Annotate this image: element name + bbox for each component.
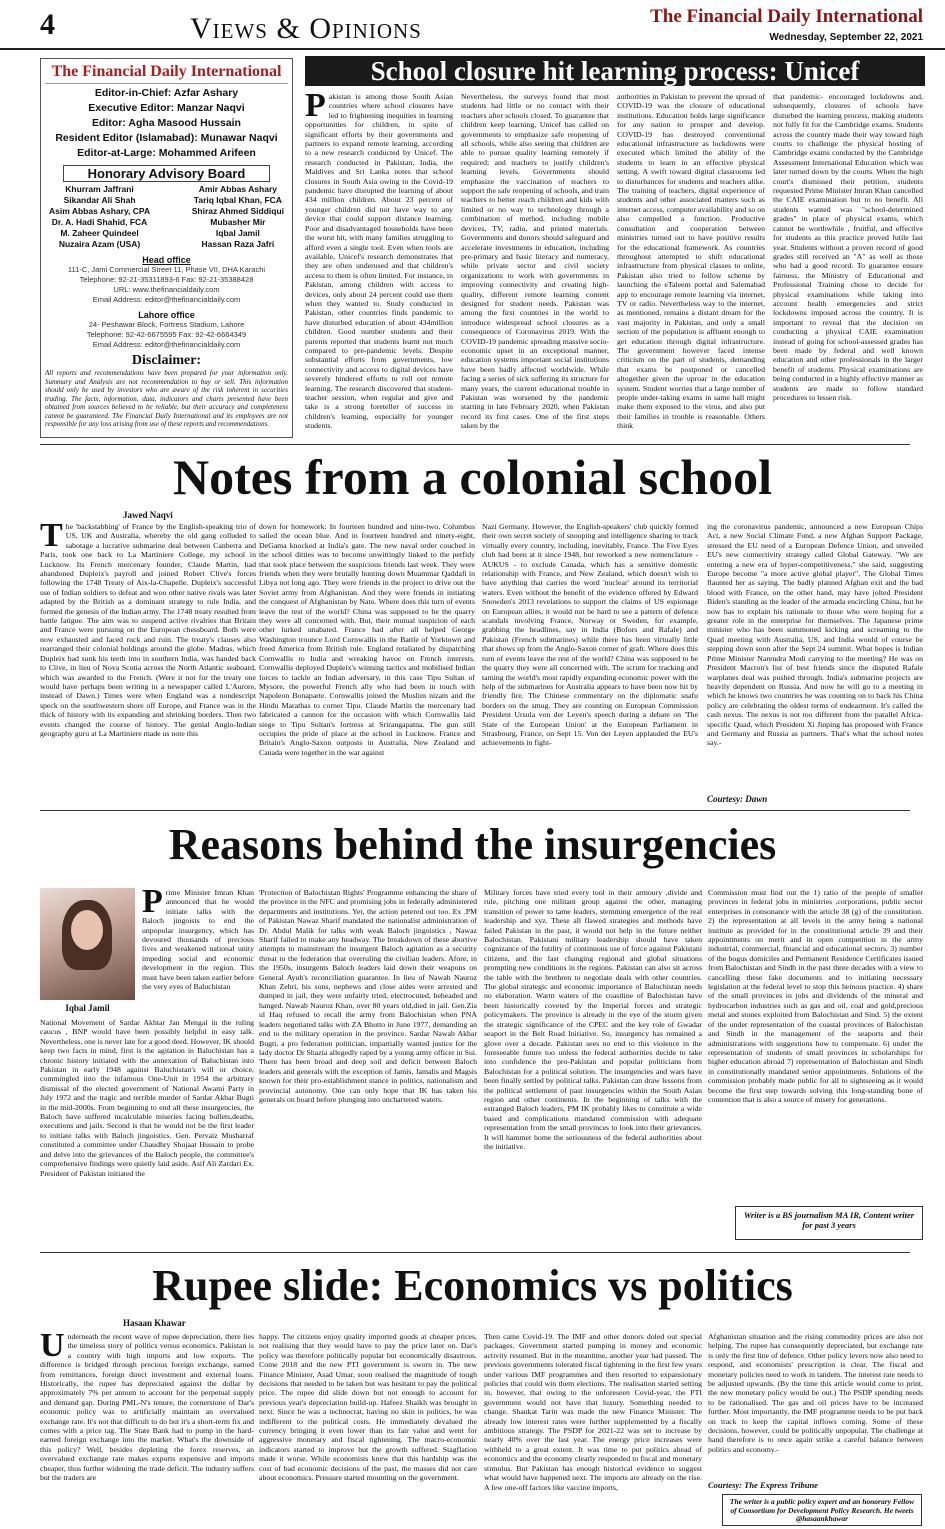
staff-line: Editor-in-Chief: Azfar Ashary: [94, 87, 239, 99]
staff-line: Editor-at-Large: Mohammed Arifeen: [77, 147, 256, 159]
article-column: Nazi Germany. However, the English-speakers' club quickly formed their own secret society of snooping and intelligence sharing to track virtually every country, including, inevitably, France. The Five Eyes club had been at it since 1948, but reworked a new nomenclature - AUKUS - to exclude Canada, which has a sensitive domestic relationship with France, and New Zealand, which doesn't wish to have anything that carries the word 'nuclear' around its territorial waters. Even without the benefit of the evidence offered by Edward Snowden's 2013 revelations to support the claims of US espionage on European allies, it would not be hard to see a pattern of defence scandals involving France, Norway or Sweden, for example, grabbing the headlines, say in India (Bofors and Rafale) and Pakistan (French submarines) while there has been virtually little that shows up from the Anglo-Saxon corner of graft. Where does this turn of events leave the rest of the world? China was supposed to be the quarry they were all concerned with. The scrum for tracking and taming the world's most rapidly expanding economic power with the help of the submarines for Australia appears to have been now hit by friendly fire. The Chinese commentary on the diplomatic snafu borders on the smug. They are counting on European Commission President Ursula von der Leyen's speech during a debate on 'The State of the European Union' at the European Parliament in Strasbourg, France, on Sept 15. Von der Leyen applauded the EU's achievements in fight-: [482, 522, 698, 748]
masthead-paper-name: The Financial Daily International: [45, 63, 288, 84]
board-member: Shiraz Ahmed Siddiqui: [191, 206, 284, 216]
board-member: Hassan Raza Jafri: [201, 239, 275, 249]
board-member: Mubasher Mir: [210, 217, 266, 227]
section-divider: [40, 1252, 910, 1253]
advisory-board: [45, 184, 288, 250]
article-column: Commission must find out the 1) ratio of the people of smaller provinces in federal jobs in ministries ,corporations, public sector enterprises in consonance with the article 38 (g) of the constitution. 2) the representation at all levels in the army being a national institute as provided for in the constitutional article 39 and their appointments on merit and in open competition in the army industrial, commercial, financial and educational sectors. 3) number of the bogus domiciles and Permanent Residence Certificates issued from Balochistan and Sindh in the past three decades with a view to cancelling these fake documents and to initiating necessary legislation at the federal level to stop this heinous practice. 4) share of the small provinces in jobs and dividends of the mineral and hydrocarbon industries such as gas and oil, coal and gold,precious metal and stones exploited from Balochistan and Sind. 5) the extent of the under representation of the coastal provinces of Balochistan and Sindh in the management of the seaports and their administrations with suggestions how to compensate. 6) under the representation of students of small provinces in scholarships for higher education abroad 7) representation of Balochistan and Sindh in constitutionally mandated senior appointments. Solutions of the commission probably made public for all to sightseeing as it would become the first step towards solving this long-standing bone of contention that is also a source of misery for generations.: [708, 888, 923, 1104]
address-line: 111-C, Jami Commercial Street 11, Phase VII, DHA Karachi: [67, 265, 266, 274]
address-line: Telephone: 92-21-35311893-6 Fax: 92-21-35388428: [79, 275, 254, 284]
article-column: that pandemic- encouraged lockdowns and, subsequently, closures of schools have disturbed the learning process, making students not fully fit for the Cambridge exams. Students across the country made their way toward high courts to challenge the physical hosting of Cambridge exams conducted by the Cambridge Assessment International Education which was later turned down by the courts. When the high court's dismissed their petition, students requested Prime Minister Imran Khan cancelled the CAIE examination but to no benefit. All students wanted was "school-determined grades" in place of physical exams, which cannot be worthwhile , fruitful, and effective for students as this practice proved futile last year. Students without a proven record of good grades still received an "A" as well as those who had a good record. To guarantee ensure fairness, the Ministry of Educational and Professional Training chose to decide for physical examinations while taking into account health emergencies and strict lockdowns imposed across the country. It is important to reveal that the decision on conducting a physical CAIE examination instead of going for school-assessed grades has been made by federal and well known education and other professionals in the larger benefit of students. Physical examinations are being conducted in a highly effective manner as students are made to follow standard procedures to lessen risk.: [773, 92, 923, 402]
staff-line: Editor: Agha Masood Hussain: [92, 117, 241, 129]
address-line: Telephone: 92-42-6675595 Fax: 92-42-6664349: [86, 330, 247, 339]
article-column: down for homework: In fourteen hundred and nine-two, Columbus sailed the ocean blue. And in fourteen hundred and ninety-eight, DeGama knocked at India's gate. The new naval order couched in the school ditties was to become unwittingly linked to the perfidy that took place between the suspicious friends last week. They were friends when they were brutally hunting down Muammar Qaddafi in Libya not long ago. They were friends in the project to drive out the Soviet army from Afghanistan. And they were friends in initiating the conquest of Afghanistan by Nato. Where does this turn of events leave the rest of the world? China was supposed to be the quarry they were all concerned with. But, their mutual suspicion of each other lurked unabated. France had after all helped George Washington trounce Lord Cornwallis in the Battle of Yorktown and freed America from British rule. England retaliated by dispatching Cornwallis to India and wreaking havoc on French interests. Cornwallis deployed Dupleix's winning tactics and mobilised Indian forces to tackle an Indian adversary, in this case Tipu Sultan of Mysore, the powerful French ally who had been in touch with Napoleon Bonaparte. Cornwallis joined the Muslim nizam and the Hindu Marathas to corner Tipu. Claude Martin the mercenary had fabricated a cannon for the occasion with which Cornwallis laid siege to Tipu Sultan's fortress at Srirangapatna. The gun still occupies the pride of place at the school in Lucknow. France and Britain's Anglo-Saxon outposts in Australia, New Zealand and Canada were together in the war against: [259, 522, 475, 757]
board-member: Tariq Iqbal Khan, FCA: [193, 195, 282, 205]
courtesy-note: Courtesy: Dawn: [707, 794, 768, 804]
article-column: [40, 1332, 254, 1524]
article-column: Military forces have tried every tool in their armoury ,divide and rule, pitching one militant group against the other, managing transition of power to tame leaders, stemming emergence of the real leadership and xyz. These all flawed strategies and methods have failed Pakistan in the past, it would not help in the future neither Balochistan. Pakistani military leadership should have taken cognizance of the futility of continuous use of force against Pakistani citizens, and the fast changing regional and global situations prompting new conditions in the regions. Pakistan can also sit across the table with the brethren to negotiate deals with other countries. The global strategic and economic importance of Balochistan needs no elaboration. Warm waters of the coastline of Balochistan have been historically coveted by the Imperial forces and strategic policymakers. The province is already in the eye of the storm given the strategic significance of the CPEC and the key role of Gwadar seaport in the Belt Road Initiative. So, insurgency has remained a glove over a decade. Pakistan sees no end to this violence in the foreseeable future too unless the federal authorities decide to take into confidence the pro-Pakistan and popular politicians from Balochistan for a political solution. The insurgencies and wars have been finally settled by political talks. Pakistan can draw lessons from the political settlement of past insurgencies within the South Asian region and other continents. In the beginning of talks with the estranged Baloch leaders, PM IK probably likes to constitute a wide based and complications mandated commission with adequate representation from the small provinces to look into their grievances. It will hammer home the seriousness of the federal authorities about the initiative.: [484, 888, 702, 1151]
author-note: The writer is a public policy expert and an honorary Fellow of Consortium for Development Policy Research. He tweets @hasaankhawar: [722, 1494, 922, 1526]
article-column: Afghanistan situation and the rising commodity prices are also not helping. The rupee has consequently depreciated, but exchange rate is only the first line of defence. Other policy levers now also need to respond, and economists' prescription is clear. The fiscal and monetary policies need to work in tandem. The interest rate needs to be adjusted upwards. (By the time this article would come to print, the new monetary policy would be out.) The PSDP spending needs to be rationalised. The gas and oil prices have to be increased further. Most importantly, the IMF programme needs to be put back on track to keep the capital inflows coming. Some of these decisions, however, could be politically unpopular. The challenge at hand therefore is to once again strike a careful balance between politics and economy.-: [708, 1332, 923, 1454]
board-member: M. Zaheer Quindeel: [60, 228, 139, 238]
board-left-column: [49, 184, 150, 250]
board-member: Sikandar Ali Shah: [63, 195, 136, 205]
website-link[interactable]: URL: www.thefinancialdaily.com: [113, 285, 220, 294]
disclaimer-title: Disclaimer:: [131, 353, 202, 368]
section-divider: [40, 810, 910, 811]
photo-caption: Iqbal Jamil: [65, 1003, 110, 1013]
column-text: he 'backstabbing' of France by the English-speaking trio of US, UK and Australia, whereby the old gang colluded to sabotage a lucrative submarine deal between Canberra and Paris, took one back to La Martiniere College, my school in Lucknow. Its French mercenary founder, Claude Martin, had abandoned Dupleix's payroll and joined Robert Clive's forces following the 1748 Treaty of Aix-la-Chapelle. Dupleix's successful use of Indian soldiers to defeat and woo other native rivals was later adapted by the British as a dominant strategy to rule India, and formed the genesis of the Indian army. The 1748 treaty resulted from battle fatigue. The aim was to suspend active rivalries that Britain and France were pursuing on the European chessboard. Both were now exhausted and faced ruck and ruin. The treaty's clauses also rearranged their colonial holdings around the globe. Madras, which Dupleix had sunk his teeth into in southern India, was handed back to Clive, in lieu of Nova Scotia across the North Atlantic seaboard, which was awarded to the French. (Were it not for the treaty one would have perhaps been writing in a newspaper called L'Aurore, instead of Dawn.) Times were when England was a nondescript speck on the southwestern shore off Europe, and France was in the thick of history with its expanding and shrinking borders. Then two events changed the course of history. The genial Anglo-Indian geography guru at La Martiniere made us note this: [40, 522, 256, 738]
article-column: [40, 522, 256, 804]
head-office-address: [45, 265, 288, 305]
board-member: Amir Abbas Ashary: [198, 184, 277, 194]
article-column: Then came Covid-19. The IMF and other donors doled out special packages. Government started pumping in money and economic activity resumed. But in the meantime, another year had passed. The previous governments tolerated fiscal tightening in the first few years under various IMF programmes and then resorted to expansionary policies that could win them elections. The realisation started setting in, however, that owing to the unforeseen Covid-year, the PTI government would not have that luxury. Something needed to change. Shaukat Tarin was made the new Finance Minister. The already low interest rates were further supplemented by a fiscally ambitious strategy. The PSDP for 2021-22 was set to increase by nearly 40% over the last year. The energy price increases were withheld to a great extent. It was time to put politics ahead of economics and the economy clearly responded to fiscal and monetary stimulus. But Pakistan has enough historical evidence to suggest what would have happened next. The imports are already on the rise. A few one-off factors like vaccine imports,: [484, 1332, 702, 1492]
section-divider: [40, 444, 910, 445]
byline: Hasaan Khawar: [123, 1318, 186, 1328]
article-column: ing the coronavirus pandemic, announced a new European Chips Act, a new Social Climate Fund, a new Afghan Support Package, stressed the EU need of a European Defence Union, and unveiled EU's new connectivity strategy called Global Gateway. "We are entering a new era of hyper-competitiveness," she said, suggesting Europe become "a more active global player", The Global Times flaunted her as saying. The badly planned Afghan exit and the bad blood with France, on the other hand, may have jolted President Biden's standing as the leader of the armada encircling China, but he now has to explain his rationale to those who were hoping for a greater role in the enterprise for themselves. The Japanese prime minister who has been summoned kicking and screaming to the Quad meeting with Australia, US, and India would of course be stepping down soon after the Sept 24 summit. What hopes is Indian Prime Minister Narendra Modi carrying to the meeting? He was on President Macron's list of best friends since the disputed Rafale warplanes deal was pushed through. India's submarine projects are heavily dependent on Russia. And now he will go to a meeting in which he knows two countries he was counting on to back his China policy are celebrating the oldest terms of endearment. It's called the cash nexus. The nexus is not too different from the parallel Africa-specific Quad, which President Xi Jinping has proposed with France and Germany and Russia as partners. That's what the school notes say.-: [707, 522, 923, 748]
drop-cap: U: [40, 1332, 65, 1364]
article-headline-insurgencies: Reasons behind the insurgencies: [168, 820, 777, 869]
courtesy-note: Courtesy: The Express Tribune: [708, 1480, 818, 1490]
board-member: Iqbal Jamil: [215, 228, 260, 238]
author-note: Writer is a BS journalism MA IR, Content writer for past 3 years: [735, 1206, 923, 1240]
article-headline-unicef: School closure hit learning process: Unicef: [305, 56, 925, 86]
author-photo-face: [71, 910, 103, 950]
drop-cap: P: [305, 92, 326, 124]
page-number: 4: [40, 8, 55, 41]
board-member: Asim Abbas Ashary, CPA: [49, 206, 151, 216]
article-column: Nevertheless, the surveys found that most students had little or no contact with their teachers after schools closed. To guarantee that children keep learning, Unicef has called on governments to emphasize safe reopening of all schools, while also seeing that children are able to pursue quality learning remotely if required; and teachers to justify children's learning levels. Governments should emphasize the vaccination of teachers to support the safe reopening of schools, and train teachers to better reach children and kids with limited or no way to technology through a combination of method, including mobile devices, TV, radio, and printed materials. Governments and donors should safeguard and accelerate investments in education, including pre-primary and basic literacy and numeracy, while private sector and civil society organizations to work with governments in improving connectivity and creating high-quality, different remote learning content designed for student needs. Pakistan was among the first countries in the world to introduce widespread school closures as a consequence of Coronavirus 2019. With the COVID-19 pandemic spreading massive socio-economic upset in an exceptional manner, education systems important social institutions have been badly affected worldwide. While facing a series of sick suffering its structure for many years, the current educational trouble in Pakistan was worsened by the pandemic starting in late February 2020, when Pakistan record its first cases. One of the first steps taken by the: [461, 92, 609, 431]
board-member: Nuzaira Azam (USA): [58, 239, 141, 249]
board-member: Dr. A. Hadi Shahid, FCA: [51, 217, 148, 227]
article-headline-rupee: Rupee slide: Economics vs politics: [152, 1261, 793, 1310]
board-member: Khurram Jaffrani: [65, 184, 134, 194]
column-text: nderneath the recent wave of rupee depreciation, there lies the timeless story of politics versus economics. Pakistan is a country with high imports and low exports. The difference is bridged through precious foreign exchange, earned from remittances, foreign direct investment and external loans. Historically, the rupee has depreciated against the dollar by approximately 7% per annum to account for the perpetual supply and demand gap. During PML-N's tenure, the cornerstone of Dar's economic policy was to artificially maintain an overvalued exchange rate. It's not that difficult to do but it's a short-term fix and comes with a price tag. The State Bank had to pump in the hard-earned foreign exchange into the market. What's the downside of this policy? Well, besides depleting the forex reserves, an overvalued exchange rate makes exports expensive and imports cheaper, thus further widening the trade deficit. The industry suffers but the traders are: [40, 1332, 254, 1483]
board-right-column: [192, 184, 284, 250]
masthead-box: [40, 58, 293, 438]
article-column: 'Protection of Balochistan Rights' Programme enhancing the share of the province in the NFC and promising jobs in federally administered departments and institutions. Yet, the action petered out too. Ex .PM of Pakistan Nawaz Sharif mandated the nationalist administration of Dr. Abdul Malik for talks with weak Baloch jingoistics , Nawaz Sharif failed to make any headway. The breakdown of these abortive attempts to mainstream the insurgent Baloch agitation as a security threat to the federation that overruling the civilian leaders. Afore, in the 1950s, insurgents Baloch leaders laid down their weapons on General Ayub's reconciliation guarantee. In lieu of Nawab Nauroz Khan Zehri, his sons, nephews and close aides were arrested and dumped in jail, they were unfairly tried, electrocuted, beheaded and hanged. Nawab Nauroz Khan, over 80 years old,died in jail. Gen.Zia ul Haq refused to recall the army from Balochistan when PNA leaders negotiated talks with ZA Bhutto in June 1977, demanding an end to the military operation in the province. Sardar Nawab Akbar Bugti, a pro federation politician, impartially wanted justice for the lady doctor Dr Shazia allegedly raped by a young army officer in Sui. There has been broad and deep soil and deficit between Baloch leaders and generals with the exception of Jamis, Jamalis and Magsis known for their pro-establishment stance in politics, nationalism and provincial autonomy. One can only hope that IK has taken his generals on board before plunging into unchartered waters.: [259, 888, 477, 1104]
newspaper-name: The Financial Daily International: [650, 6, 923, 27]
disclaimer-text: All reports and recommendations have been prepared for your information only. Summary and Analysis are not recommendation to buy or sell. This information should only be used by investors who are aware of the risk inherent in securities trading. The facts, information, data, indicators and charts presented have been obtained from sources believed to be reliable, but their accuracy and completeness cannot be guaranteed. The Financial Daily International and its employees are not responsible for any loss arising from use of these reports and recommendations.: [45, 369, 288, 428]
author-photo: [40, 888, 135, 1000]
staff-line: Executive Editor: Manzar Naqvi: [88, 102, 245, 114]
page-header: [0, 0, 945, 50]
article-column: happy. The citizens enjoy quality imported goods at cheaper prices, not realising that they would have to pay the price later on. Dar's policy was therefore politically popular but economically disastrous. Come 2018 and the new PTI government is sworn in. The new Finance Minister, Asad Umar, soon realised the magnitude of tough decisions that needed to be taken but was hesitant to pay the political price. The rupee did slide down but not enough to account for previous year's depreciation build-up. Hafeez Shaikh was brought in next. Since he was a technocrat, having no skin in politics, he was indifferent to the political costs. He immediately devalued the currency bringing it even lower than its fair value and went for aggressive monetary and fiscal tightening. The macro-economic indicators started to improve but the growth suffered. Stagflation made it worse. While economists knew that this hardship was the cost of bad economic decisions of the past, the masses did not care about economics. Pressure started mounting on the government.: [259, 1332, 477, 1483]
column-text: akistan is among those South Asian countries where school closures have led to frightening inequities in learning opportunities for children, in spite of significant efforts by their governments and partners to expand remote learning, according to a new research conducted by Unicef. The research conducted in Pakistan, India, the Maldives and Sri Lanka notes that school closures in South Asia owing to the Covid-19 pandemic have disrupted the learning of about 434 million children. About 23 percent of younger children did not have way to any device that could support distance learning. Poor and disadvantaged households have been the worst hit, with many families struggling to afford even a single tool. Even when tools are available, Unicef's research demonstrates that they are often underused and that children's access to them is often limited. For instance, in Pakistan, among children with access to devices, only about 24 percent could use them when they wanted to. Study conducted in Pakistan, other countries finds pandemic to have disturbed education of about 434million children. Good number students and their parents reported that students learnt not much compared to pre-pandemic levels. Despite substantial efforts from governments, low connectivity and access to digital devices have severely hindered efforts to roll out remote learning. The research discovered that student-teacher session, when regular and give and take is a strong foreteller of success in children's learning, especially for younger students.: [305, 92, 453, 431]
section-title: Views & Opinions: [190, 12, 422, 45]
article-column: authorities in Pakistan to prevent the spread of COVID-19 was the closure of educational institutions. Education holds large significance for any nation to prosper and develop. COVID-19 has destroyed conventional educational infrastructure as lockdowns were executed which limited the ability of the students to learn in an effective physical setting. A swift toward digital classrooms led to disturbances for students and teachers alike. The training of teachers, digital experience of students and other associated matters such as internet access, computer availability and so on also compelled a function. Productive consultation and cooperation between ministries turned out to have positive results for the educational framework. As countries throughout attempted to shift educational infrastructure from physical classes to online, Pakistan also tried to follow scheme by launching the eTaleem portal and Salemabad app to encourage remote learning via internet, TV or radio. Nevertheless way to the internet, as mentioned, remains a distant dream for the vast majority in Pakistan, and only a small section of the population is affluent enough to get education through digital infrastructure. The government however faced intense criticism on the part of students, demanding that exams be postponed or cancelled altogether given the uproar in the education system. Student worries that a large number of people under-taking exams in same hall might make them exposed to the virus, and also put their families in trouble is reasonable. Others think: [617, 92, 765, 431]
lahore-office-title: Lahore office: [138, 310, 195, 320]
article-headline-colonial: Notes from a colonial school: [172, 449, 773, 505]
drop-cap: T: [40, 522, 63, 554]
advisory-board-title: Honorary Advisory Board: [63, 165, 270, 182]
staff-line: Resident Editor (Islamabad): Munawar Naqvi: [55, 132, 278, 144]
issue-date: Wednesday, September 22, 2021: [769, 32, 923, 43]
email-link[interactable]: Email Address: editor@thefinancialdaily.com: [92, 340, 241, 349]
article-column: National Movement of Sardar Akhtar Jan Mengal in the ruling caucus , BNP would have been possibly helpful in easy talk. Nevertheless, one is never late for a good deed. However, IK should keep two facts in mind, first is the agitation in Baluchistan has a chronic history initiated with the annexation of Baluchistan into Pakistan in early 1948 against Baluchistan's will or choice, commingled into the infamous One-Unit in 1954 the arbitrary dismissal of the elected government of National Awami Party in July 1972 and the tragic and terrible murder of Sardar Akbar Bugti in the mid-2000s. From beginning to end all these insurgencies, the Baloch have suffered incalculable miseries facing bullets,deaths, executions and jails. Second is that he would not be the first leader to initiate talks with Baloch jingoistics. Gen. Pervaiz Musharraf constituted a committee under Chaudhry Shujaat Hussain to probe and delve into the grievances of the Baloch people, the committee's comprehensive findings were quietly laid aside. Asif Ali Zardari Ex. President of Pakistan initiated the: [40, 1018, 254, 1178]
address-line: 24- Peshawar Block, Fortress Stadium, Lahore: [88, 320, 245, 329]
email-link[interactable]: Email Address: editor@thefinancialdaily.com: [92, 295, 241, 304]
article-column: [305, 92, 453, 440]
editorial-staff: [45, 86, 288, 161]
lahore-office-address: [45, 320, 288, 350]
byline: Jawed Naqvi: [123, 510, 173, 520]
head-office-title: Head office: [142, 255, 191, 265]
article-column-intro: [142, 888, 254, 1016]
drop-cap: P: [142, 888, 163, 920]
column-text: rime Minister Imran Khan announced that he would initiate talks with the Baloch jingoists to end the unpopular insurgency, which has devoured thousands of precious lives and weakened national unity impeding social and economic development in the region. This must have been taken earlier before the very eyes of Baluchistan: [142, 888, 254, 992]
